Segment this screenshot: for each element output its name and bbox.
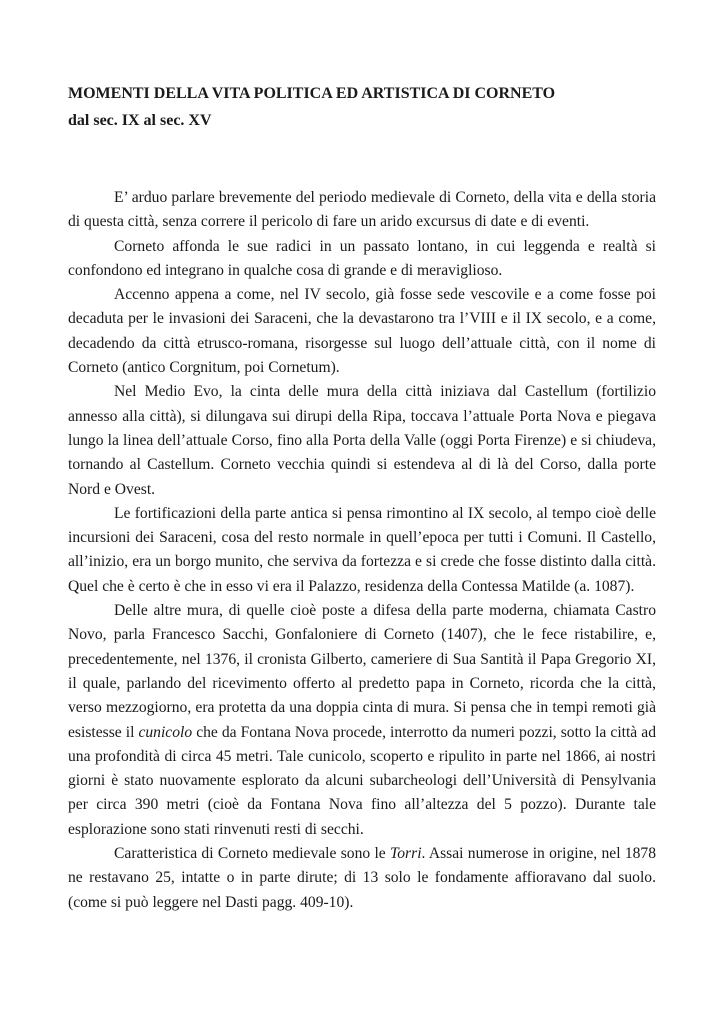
paragraph-text: . Assai numerose in origine, nel 1878 ne restavano 25, intatte o in parte dirute; di 13 solo le fondamente affioravano dal suolo. (come si può leggere nel Dasti pagg. 409-10). xyxy=(68,845,657,911)
title-line-2: dal sec. IX al sec. XV xyxy=(68,112,212,129)
paragraph-7 xyxy=(68,842,656,915)
paragraph-text: Delle altre mura, di quelle cioè poste a difesa della parte moderna, chiamata Castro Novo, parla Francesco Sacchi, Gonfaloniere di Corneto (1407), che le fece ristabilire, e, precedentemente, nel 1376, il cronista Gilberto, cameriere di Sua Santità il Papa Gregorio XI, il quale, parlando del ricevimento offerto al predetto papa in Corneto, ricorda che la città, verso mezzogiorno, era protetta da una doppia cinta di mura. Si pensa che in tempi remoti già esistesse il xyxy=(68,602,656,741)
paragraph-text: Nel Medio Evo, la cinta delle mura della città iniziava dal Castellum (fortilizio annesso alla città), si dilungava sui dirupi della Ripa, toccava l’attuale Porta Nova e piegava lungo la linea dell’attuale Corso, fino alla Porta della Valle (oggi Porta Firenze) e si chiudeva, tornando al Castellum. Corneto vecchia quindi si estendeva al di là del Corso, dalla porte Nord e Ovest. xyxy=(68,383,656,498)
paragraph-1 xyxy=(68,186,656,235)
paragraph-4 xyxy=(68,380,656,501)
paragraph-6 xyxy=(68,599,656,842)
paragraph-2 xyxy=(68,235,656,284)
document-page xyxy=(68,80,656,915)
paragraph-3 xyxy=(68,283,656,380)
paragraph-text: Caratteristica di Corneto medievale sono le xyxy=(114,845,391,863)
paragraph-text: Le fortificazioni della parte antica si pensa rimontino al IX secolo, al tempo cioè delle incursioni dei Saraceni, cosa del resto normale in quell’epoca per tutti i Comuni. Il Castello, all’inizio, era un borgo munito, che serviva da fortezza e si crede che fosse distinto dalla città. Quel che è certo è che in esso vi era il Palazzo, residenza della Contessa Matilde (a. 1087). xyxy=(68,504,656,595)
paragraph-text: Accenno appena a come, nel IV secolo, già fosse sede vescovile e a come fosse poi decaduta per le invasioni dei Saraceni, che la devastarono tra l’VIII e il IX secolo, e a come, decadendo da città etrusco-romana, risorgesse sul luogo dell’attuale città, con il nome di Corneto (antico Corgnitum, poi Cornetum). xyxy=(68,286,656,377)
paragraph-text: Corneto affonda le sue radici in un passato lontano, in cui leggenda e realtà si confondono ed integrano in qualche cosa di grande e di meraviglioso. xyxy=(68,237,656,279)
document-body xyxy=(68,186,656,915)
document-title xyxy=(68,80,656,134)
italic-term: cunicolo xyxy=(138,723,193,741)
paragraph-text: che da Fontana Nova procede, interrotto da numeri pozzi, sotto la città ad una profondità di circa 45 metri. Tale cunicolo, scoperto e ripulito in parte nel 1866, ai nostri giorni è stato nuovamente esplorato da alcuni subarcheologi dell’Università di Pensylvania per circa 390 metri (cioè da Fontana Nova fino all’altezza del 5 pozzo). Durante tale esplorazione sono stati rinvenuti resti di secchi. xyxy=(68,723,656,838)
title-line-1: MOMENTI DELLA VITA POLITICA ED ARTISTICA DI CORNETO xyxy=(68,85,556,102)
paragraph-5 xyxy=(68,502,656,599)
italic-term: Torri xyxy=(390,845,422,863)
paragraph-text: E’ arduo parlare brevemente del periodo medievale di Corneto, della vita e della storia di questa città, senza correre il pericolo di fare un arido excursus di date e di eventi. xyxy=(68,189,656,231)
